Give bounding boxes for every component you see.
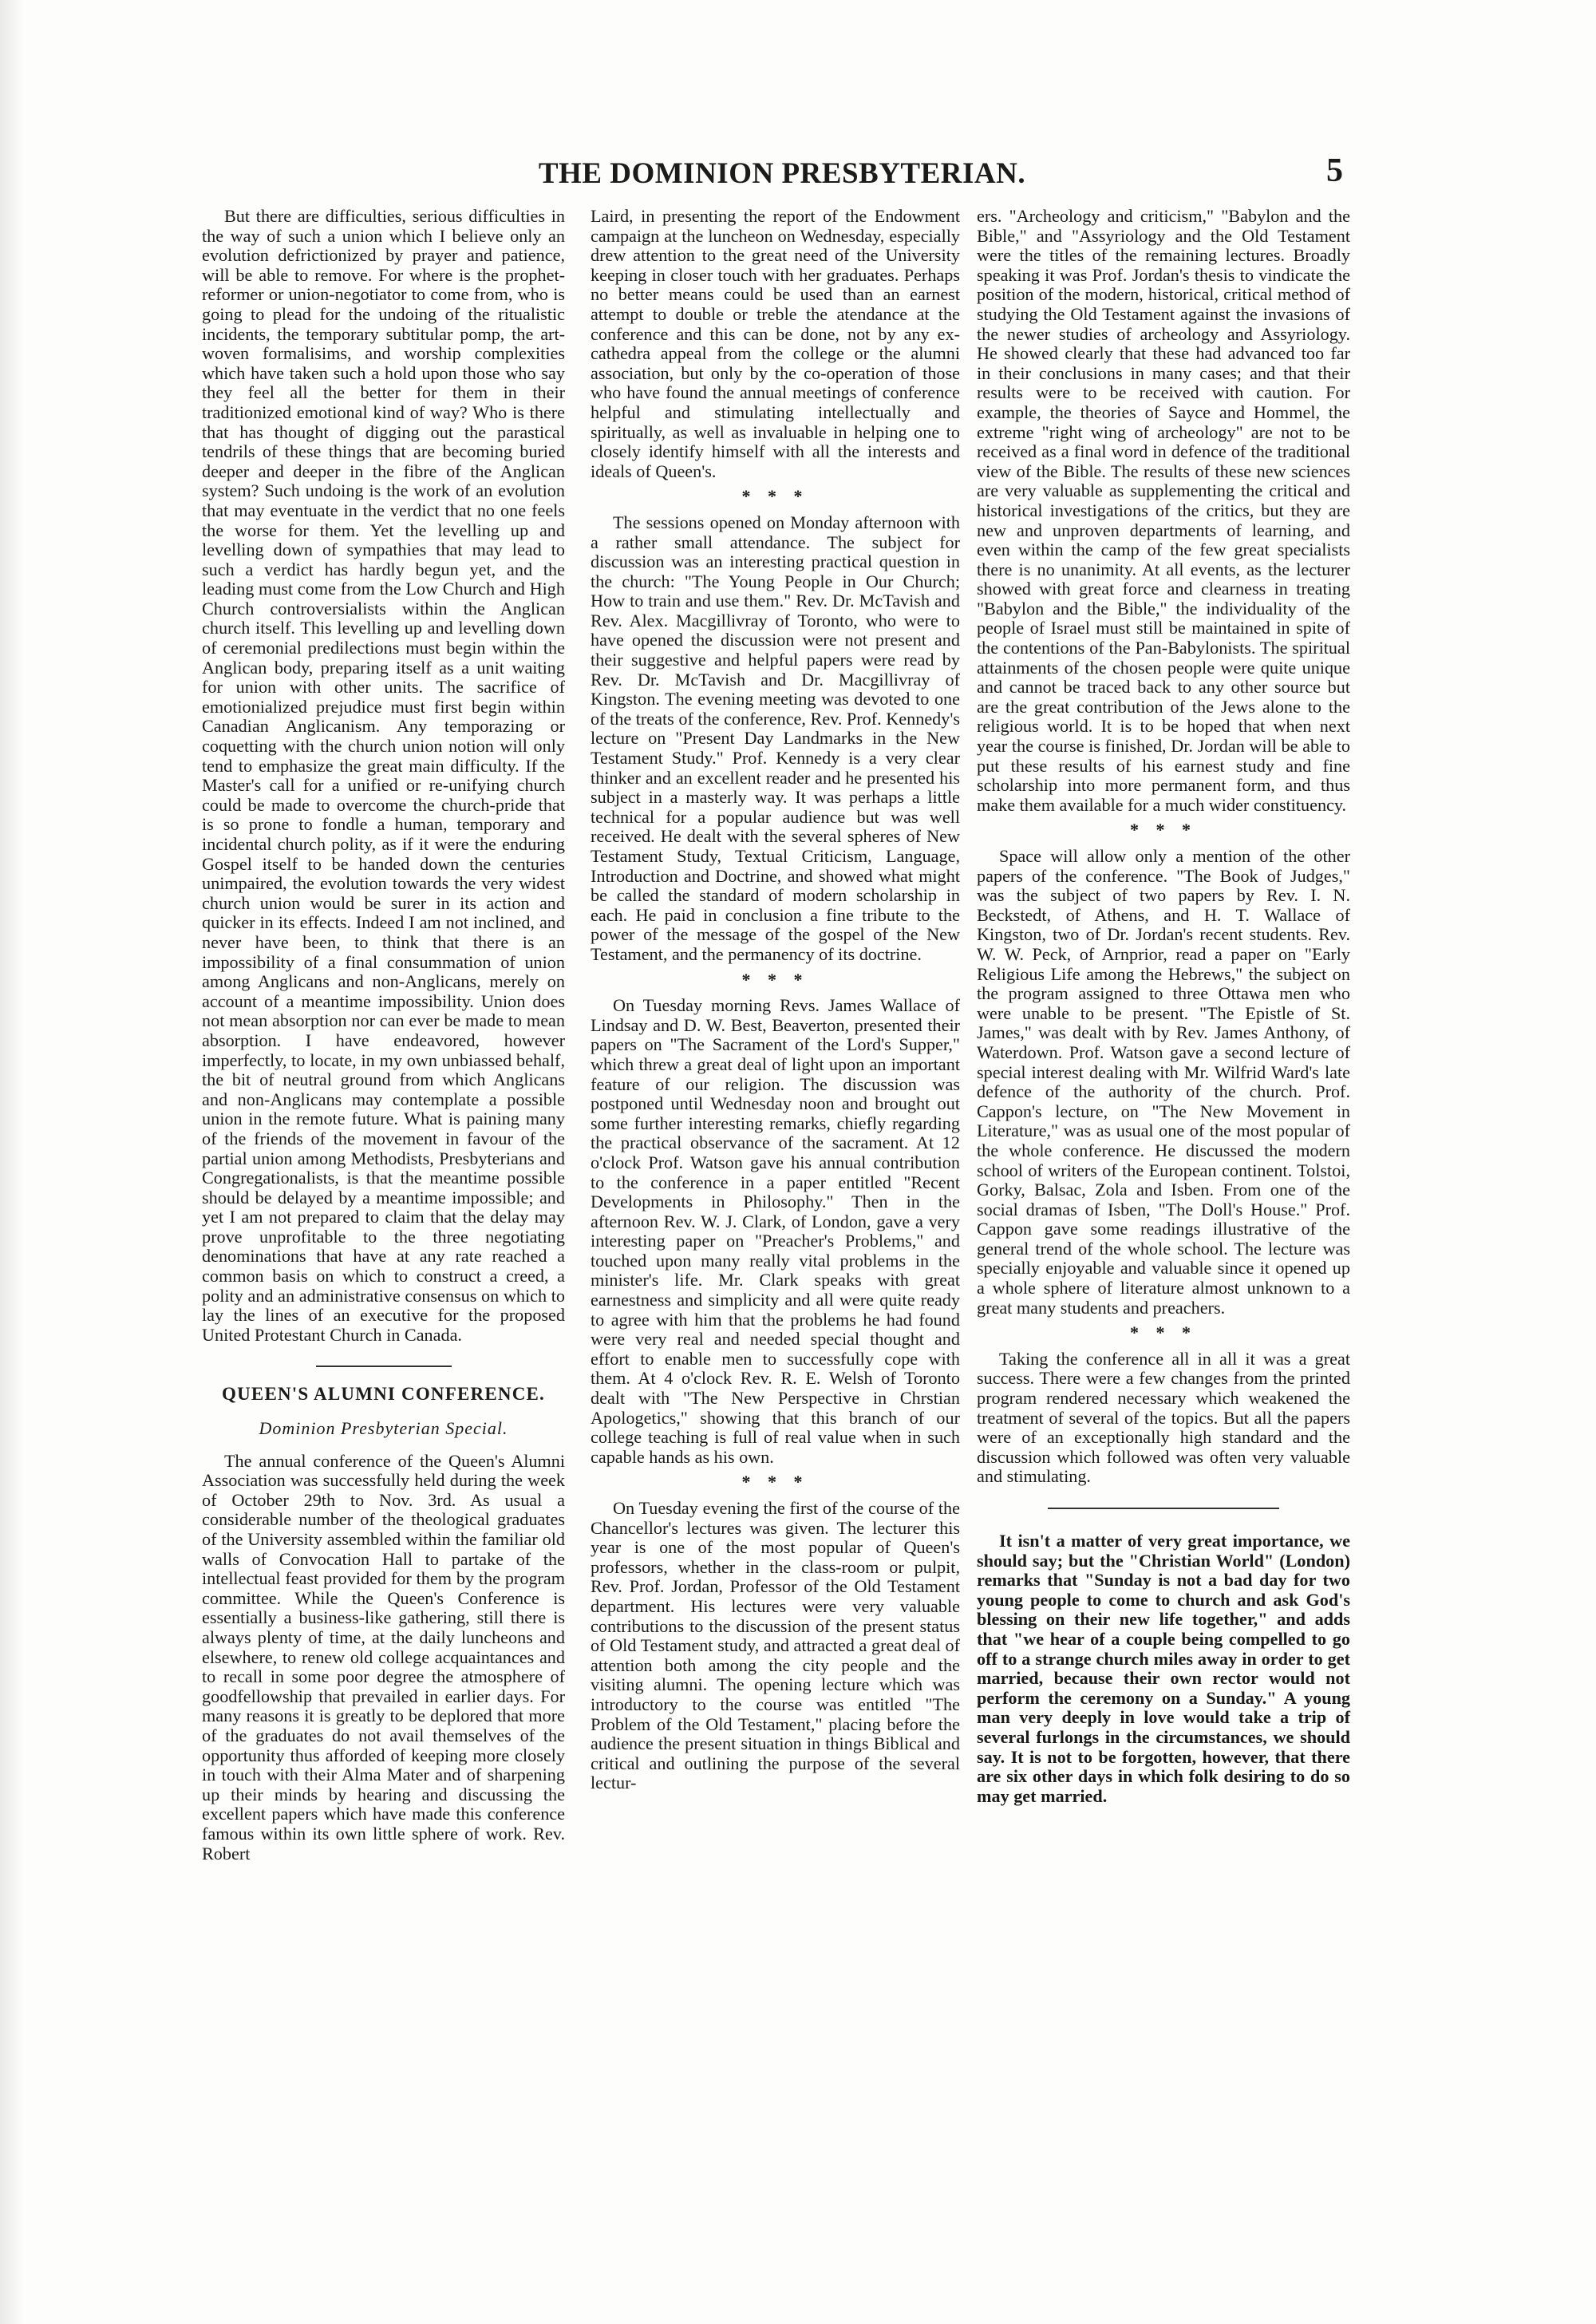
article-paragraph: Taking the conference all in all it was a great success. There were a few changes from the printed program rendered necessary which weakened the treatment of several of the topics. But all the papers were of an exceptionally high standard and the discussion which followed was often very valuable and stimulating. <box>977 1348 1350 1487</box>
article-heading: QUEEN'S ALUMNI CONFERENCE. <box>222 1384 545 1405</box>
article-paragraph: On Tuesday morning Revs. James Wallace of Lindsay and D. W. Best, Beaverton, presented their papers on "The Sacrament of the Lord's Supper," which threw a great deal of light upon an important feature of our religion. The discussion was postponed until Wednesday noon and brought out some further interesting remarks, chiefly regarding the practical observance of the sacrament. At 12 o'clock Prof. Watson gave his annual contribution to the conference in a paper entitled "Recent Developments in Philosophy." Then in the afternoon Rev. W. J. Clark, of London, gave a very interesting paper on "Preacher's Problems," and touched upon many really vital problems in the minister's life. Mr. Clark speaks with great earnestness and simplicity and all were quite ready to agree with him that the problems he had found were very real and needed special thought and effort to enable men to successfully cope with them. At 4 o'clock Rev. R. E. Welsh of Toronto dealt with "The New Perspective in Chrstian Apologetics," showing that this branch of our college teaching is full of real value when in such capable hands as his own. <box>591 995 960 1467</box>
page-edge-shadow <box>0 0 24 2324</box>
article-paragraph: ers. "Archeology and criticism," "Babylon and the Bible," and "Assyriology and the Old Testament were the titles of the remaining lectures. Broadly speaking it was Prof. Jordan's thesis to vindicate the position of the modern, historical, critical method of studying the Old Testament against the invasions of the newer studies of archeology and Assyriology. He showed clearly that these had advanced too far in their conclusions in many cases; and that their results were to be received with caution. For example, the theories of Sayce and Hommel, the extreme "right wing of archeology" are not to be received as a final word in defence of the traditional view of the Bible. The results of these new sciences are very valuable as supplementing the critical and historical investigations of the critics, but they are new and unproven departments of learning, and even within the camp of the few great specialists there is no unanimity. At all events, as the lecturer showed with great force and clearness in treating "Babylon and the Bible," the individuality of the people of Israel must still be maintained in spite of the contentions of the Pan-Babylonists. The spiritual attainments of the chosen people were quite unique and cannot be traced back to any other source but are the great contribution of the Jews alone to the religious world. It is to be hoped that when next year the course is finished, Dr. Jordan will be able to put these results of his earnest study and fine scholarship into more permanent form, and thus make them available for a much wider constituency. <box>977 206 1350 815</box>
section-divider <box>1048 1508 1279 1509</box>
article-paragraph: Laird, in presenting the report of the Endowment campaign at the luncheon on Wednesday, especially drew attention to the great need of the University keeping in closer touch with her graduates. Perhaps no better means could be used than an earnest attempt to double or treble the atendance at the conference and this can be done, not by any ex-cathedra appeal from the college or the alumni association, but only by the co-operation of those who have found the annual meetings of conference helpful and stimulating intellectually and spiritually, as well as invaluable in helping one to closely identify himself with all the interests and ideals of Queen's. <box>591 206 960 481</box>
paragraph-separator: * * * <box>1130 820 1197 840</box>
column-1 <box>202 207 565 1864</box>
section-divider <box>316 1366 452 1367</box>
church-union-paragraph: But there are difficulties, serious difficulties in the way of such a union which I believe only an evolution defrictionized by prayer and patience, will be able to remove. For where is the prophet-reformer or union-negotiator to come from, who is going to plead for the undoing of the ritualistic incidents, the temporary subtitular pomp, the art-woven formalisims, and worship complexities which have taken such a hold upon those who say they feel all the better for them in their traditionized emotional kind of way? Who is there that has thought of digging out the parastical tendrils of these things that are becoming buried deeper and deeper in the fibre of the Anglican system? Such undoing is the work of an evolution that may eventuate in the verdict that no one feels the worse for them. Yet the levelling up and levelling down of sympathies that may lead to such a verdict has hardly begun yet, and the leading must come from the Low Church and High Church controversialists within the Anglican church itself. This levelling up and levelling down of ceremonial predilections must begin within the Anglican body, preparing itself as a unit waiting for union with other units. The sacrifice of emotionialized prejudice must first begin within Canadian Anglicanism. Any temporazing or coquetting with the church union notion will only tend to emphasize the great main difficulty. If the Master's call for a unified or re-unifying church could be made to overcome the church-pride that is so prone to fondle a human, temporary and incidental church polity, as if it were the enduring Gospel itself to be handed down the centuries unimpaired, the evolution towards the very widest church union would be surer in its action and quicker in its effects. Indeed I am not inclined, and never have been, to think that there is an impossibility of a final consummation of union among Anglicans and non-Anglicans, merely on account of a meantime impossibility. Union does not mean absorption nor can ever be made to mean absorption. I have endeavored, however imperfectly, to locate, in my own unbiassed behalf, the bit of neutral ground from which Anglicans and non-Anglicans may contemplate a possible union in the remote future. What is paining many of the friends of the movement in favour of the partial union among Methodists, Presbyterians and Congregationalists, is that the meantime possible should be delayed by a meantime impossible; and yet I am not prepared to claim that the delay may prove unprofitable to the three negotiating denominations that have at any rate reached a common basis on which to construct a creed, a polity and an administrative consensus on which to lay the lines of an executive for the proposed United Protestant Church in Canada. <box>202 206 565 1345</box>
paragraph-separator: * * * <box>741 1472 809 1492</box>
article-paragraph: On Tuesday evening the first of the course of the Chancellor's lectures was given. The lecturer this year is one of the most popular of Queen's professors, whether in the class-room or pulpit, Rev. Prof. Jordan, Professor of the Old Testament department. His lectures were very valuable contributions to the discussion of the present status of Old Testament study, and attracted a great deal of attention both among the city people and the visiting alumni. The opening lecture which was introductory to the course was entitled "The Problem of the Old Testament," placing before the audience the present situation in things Biblical and critical and outlining the purpose of the several lectur- <box>591 1498 960 1793</box>
paragraph-separator: * * * <box>741 969 809 990</box>
page-number: 5 <box>1326 152 1343 189</box>
closing-note <box>977 1532 1350 1806</box>
column-3 <box>977 207 1350 1806</box>
article-subheading: Dominion Presbyterian Special. <box>259 1418 508 1439</box>
closing-paragraph: It isn't a matter of very great importance, we should say; but the "Christian World" (London) remarks that "Sunday is not a bad day for two young people to come to church and ask God's blessing on their new life together," and adds that "we hear of a couple being compelled to go off to a strange church miles away in order to get married, because their own rector would not perform the ceremony on a Sunday." A young man very deeply in love would take a trip of several furlongs in the circumstances, we should say. It is not to be forgotten, however, that there are six other days in which folk desiring to do so may get married. <box>977 1531 1350 1806</box>
article-paragraph: The annual conference of the Queen's Alumni Association was successfully held during the week of October 29th to Nov. 3rd. As usual a considerable number of the theological graduates of the University assembled within the familiar old walls of Convocation Hall to partake of the intellectual feast provided for them by the program committee. While the Queen's Conference is essentially a business-like gathering, still there is always plenty of time, at the daily luncheons and elsewhere, to renew old college acquaintances and to recall in some poor degree the atmosphere of goodfellowship that prevailed in earlier days. For many reasons it is greatly to be deplored that more of the graduates do not avail themselves of the opportunity thus afforded of keeping more closely in touch with their Alma Mater and of sharpening up their minds by hearing and discussing the excellent papers which have made this conference famous within its own little sphere of work. Rev. Robert <box>202 1450 565 1864</box>
article-paragraph: The sessions opened on Monday afternoon with a rather small attendance. The subject for discussion was an interesting practical question in the church: "The Young People in Our Church; How to train and use them." Rev. Dr. McTavish and Rev. Alex. Macgillivray of Toronto, who were to have opened the discussion were not present and their suggestive and helpful papers were read by Rev. Dr. McTavish and Dr. Macgillivray of Kingston. The evening meeting was devoted to one of the treats of the conference, Rev. Prof. Kennedy's lecture on "Present Day Landmarks in the New Testament Study." Prof. Kennedy is a very clear thinker and an excellent reader and he presented his subject in a masterly way. It was perhaps a little technical for a popular audience but was well received. He dealt with the several spheres of New Testament Study, Textual Criticism, Language, Introduction and Doctrine, and showed what might be called the standard of modern scholarship in each. He paid in conclusion a fine tribute to the power of the message of the gospel of the New Testament, and the permanency of its doctrine. <box>591 512 960 964</box>
article-paragraph: Space will allow only a mention of the other papers of the conference. "The Book of Judges," was the subject of two papers by Rev. I. N. Beckstedt, of Athens, and H. T. Wallace of Kingston, two of Dr. Jordan's recent students. Rev. W. W. Peck, of Arnprior, read a paper on "Early Religious Life among the Hebrews," the subject on the program assigned to three Ottawa men who were unable to be present. "The Epistle of St. James," was dealt with by Rev. James Anthony, of Waterdown. Prof. Watson gave a second lecture of special interest dealing with Mr. Wilfrid Ward's late defence of the authority of the church. Prof. Cappon's lecture, on "The New Movement in Literature," was as usual one of the most popular of the whole conference. He discussed the modern school of writers of the European continent. Tolstoi, Gorky, Balsac, Zola and Isben. From one of the social dramas of Isben, "The Doll's House." Prof. Cappon gave some readings illustrative of the general trend of the whole school. The lecture was specially enjoyable and valuable since it opened up a whole sphere of literature almost unknown to a great many students and preachers. <box>977 846 1350 1318</box>
column-2 <box>591 207 960 1793</box>
paragraph-separator: * * * <box>1130 1322 1197 1343</box>
newspaper-masthead: THE DOMINION PRESBYTERIAN. <box>538 157 1026 190</box>
paragraph-separator: * * * <box>741 486 809 507</box>
